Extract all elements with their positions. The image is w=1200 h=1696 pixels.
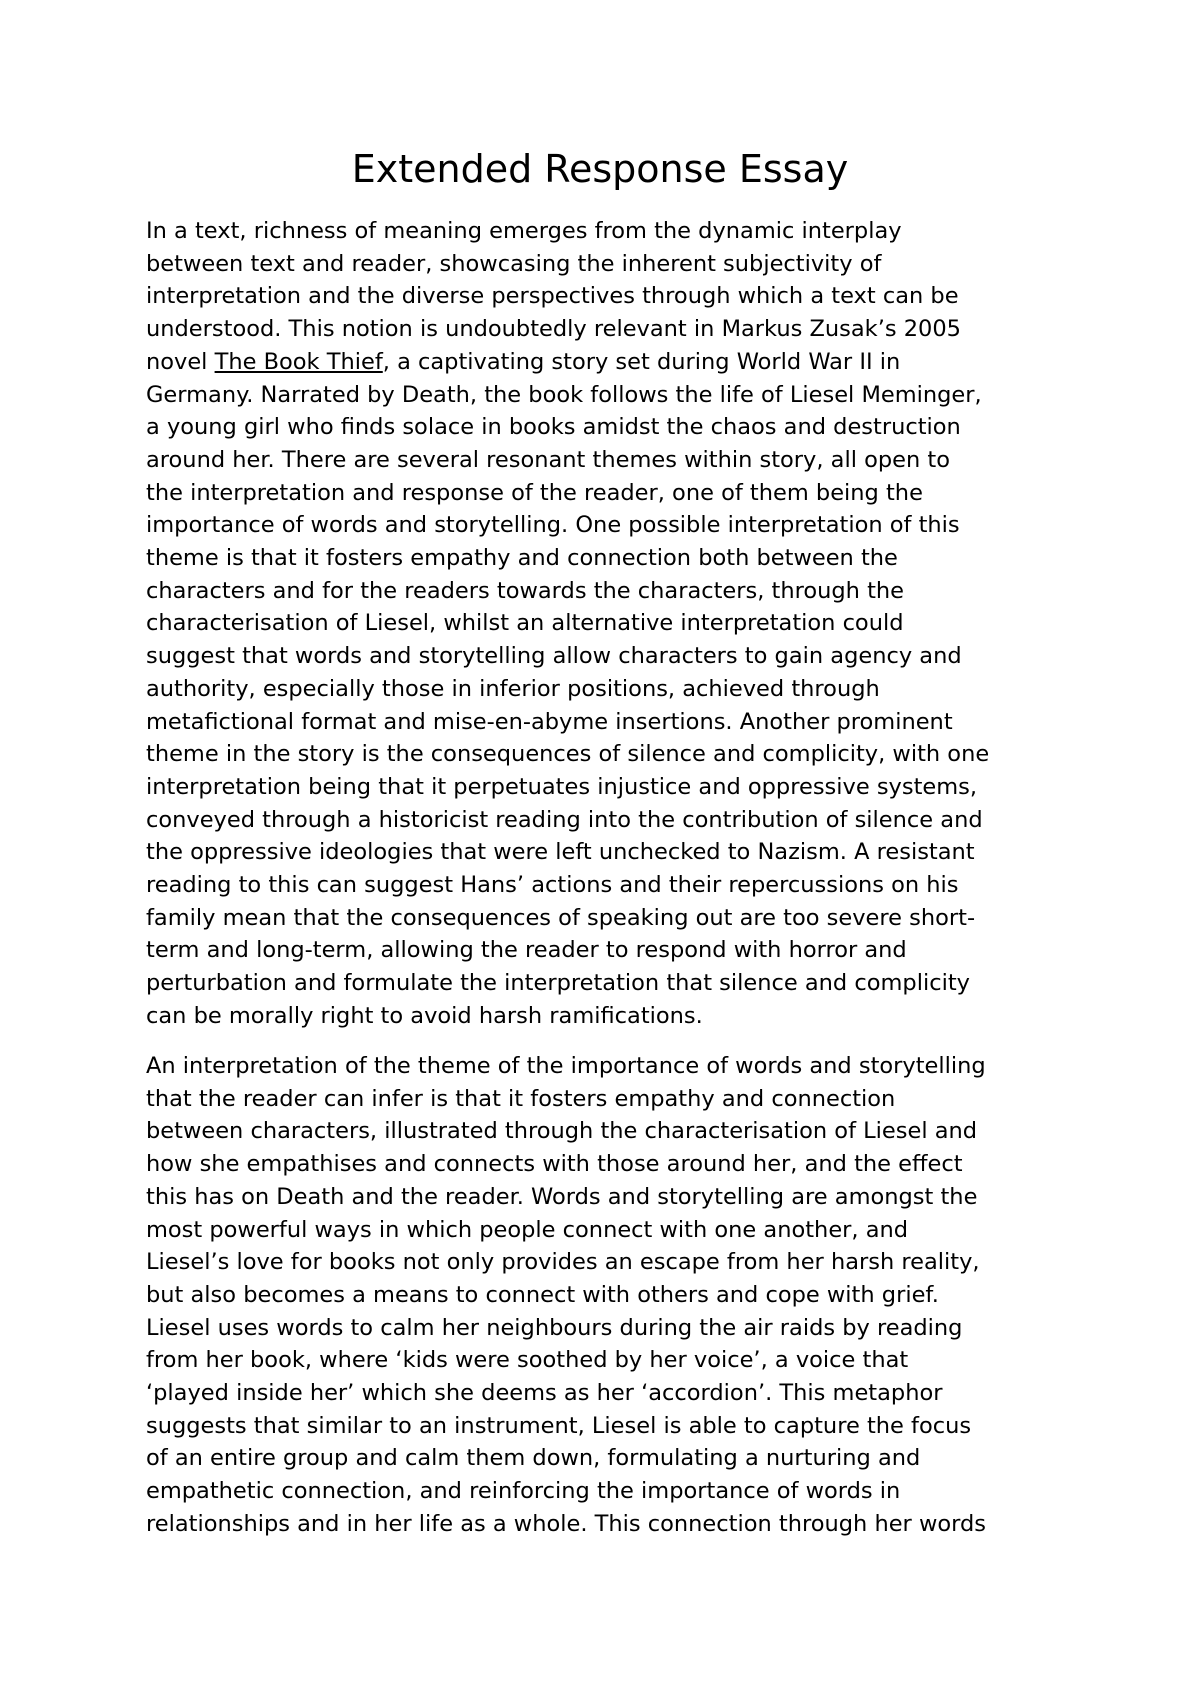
text-line: theme is that it fosters empathy and connection both between the — [146, 545, 898, 572]
text-line: of an entire group and calm them down, formulating a nurturing and — [146, 1445, 921, 1472]
text-line: term and long-term, allowing the reader to respond with horror and — [146, 937, 907, 964]
text-line: suggests that similar to an instrument, Liesel is able to capture the focus — [146, 1412, 972, 1439]
text-line: this has on Death and the reader. Words and storytelling are amongst the — [146, 1183, 978, 1210]
text-line: In a text, richness of meaning emerges from the dynamic interplay — [146, 218, 902, 244]
text-line: metafictional format and mise-en-abyme insertions. Another prominent — [146, 708, 953, 735]
paragraph-1 — [146, 215, 1070, 1033]
text-line: empathetic connection, and reinforcing the importance of words in — [146, 1478, 901, 1505]
text-line: Liesel’s love for books not only provides an escape from her harsh reality, — [146, 1249, 980, 1276]
text-segment: novel — [146, 348, 215, 375]
text-line: a young girl who finds solace in books amidst the chaos and destruction — [146, 414, 961, 441]
text-line: around her. There are several resonant themes within story, all open to — [146, 446, 951, 473]
text-line — [146, 346, 1070, 379]
text-line: interpretation and the diverse perspectives through which a text can be — [146, 283, 959, 310]
book-title: The Book Thief — [214, 348, 383, 375]
text-line: most powerful ways in which people connect with one another, and — [146, 1216, 909, 1243]
text-segment: , a captivating story set during World War II in — [382, 348, 901, 375]
text-line: between text and reader, showcasing the inherent subjectivity of — [146, 250, 882, 277]
text-line: but also becomes a means to connect with others and cope with grief. — [146, 1281, 939, 1308]
text-line: theme in the story is the consequences of silence and complicity, with one — [146, 741, 990, 768]
text-line: reading to this can suggest Hans’ actions and their repercussions on his — [146, 872, 959, 899]
text-line: the oppressive ideologies that were left unchecked to Nazism. A resistant — [146, 839, 975, 866]
page-title: Extended Response Essay — [351, 147, 849, 191]
text-line: between characters, illustrated through the characterisation of Liesel and — [146, 1118, 978, 1145]
text-line: understood. This notion is undoubtedly relevant in Markus Zusak’s 2005 — [146, 316, 961, 343]
text-line: An interpretation of the theme of the importance of words and storytelling — [146, 1053, 986, 1079]
text-line: characters and for the readers towards the characters, through the — [146, 577, 905, 604]
paragraph-2 — [146, 1050, 1070, 1541]
text-line: Germany. Narrated by Death, the book follows the life of Liesel Meminger, — [146, 381, 982, 408]
text-line: ‘played inside her’ which she deems as her ‘accordion’. This metaphor — [146, 1380, 943, 1407]
text-line: how she empathises and connects with those around her, and the effect — [146, 1151, 963, 1178]
text-line: that the reader can infer is that it fosters empathy and connection — [146, 1085, 896, 1112]
text-line: the interpretation and response of the reader, one of them being the — [146, 479, 923, 506]
text-line: authority, especially those in inferior positions, achieved through — [146, 675, 880, 702]
text-line: suggest that words and storytelling allow characters to gain agency and — [146, 643, 962, 670]
text-line: conveyed through a historicist reading into the contribution of silence and — [146, 806, 983, 833]
text-line: Liesel uses words to calm her neighbours during the air raids by reading — [146, 1314, 963, 1341]
text-line: importance of words and storytelling. One possible interpretation of this — [146, 512, 960, 539]
text-line: can be morally right to avoid harsh ramifications. — [146, 1002, 703, 1029]
text-line: characterisation of Liesel, whilst an alternative interpretation could — [146, 610, 904, 637]
text-line: family mean that the consequences of speaking out are too severe short- — [146, 904, 976, 931]
text-line: from her book, where ‘kids were soothed by her voice’, a voice that — [146, 1347, 909, 1374]
text-line: interpretation being that it perpetuates injustice and oppressive systems, — [146, 773, 978, 800]
text-line: relationships and in her life as a whole. This connection through her words — [146, 1510, 986, 1537]
text-line: perturbation and formulate the interpretation that silence and complicity — [146, 970, 970, 997]
